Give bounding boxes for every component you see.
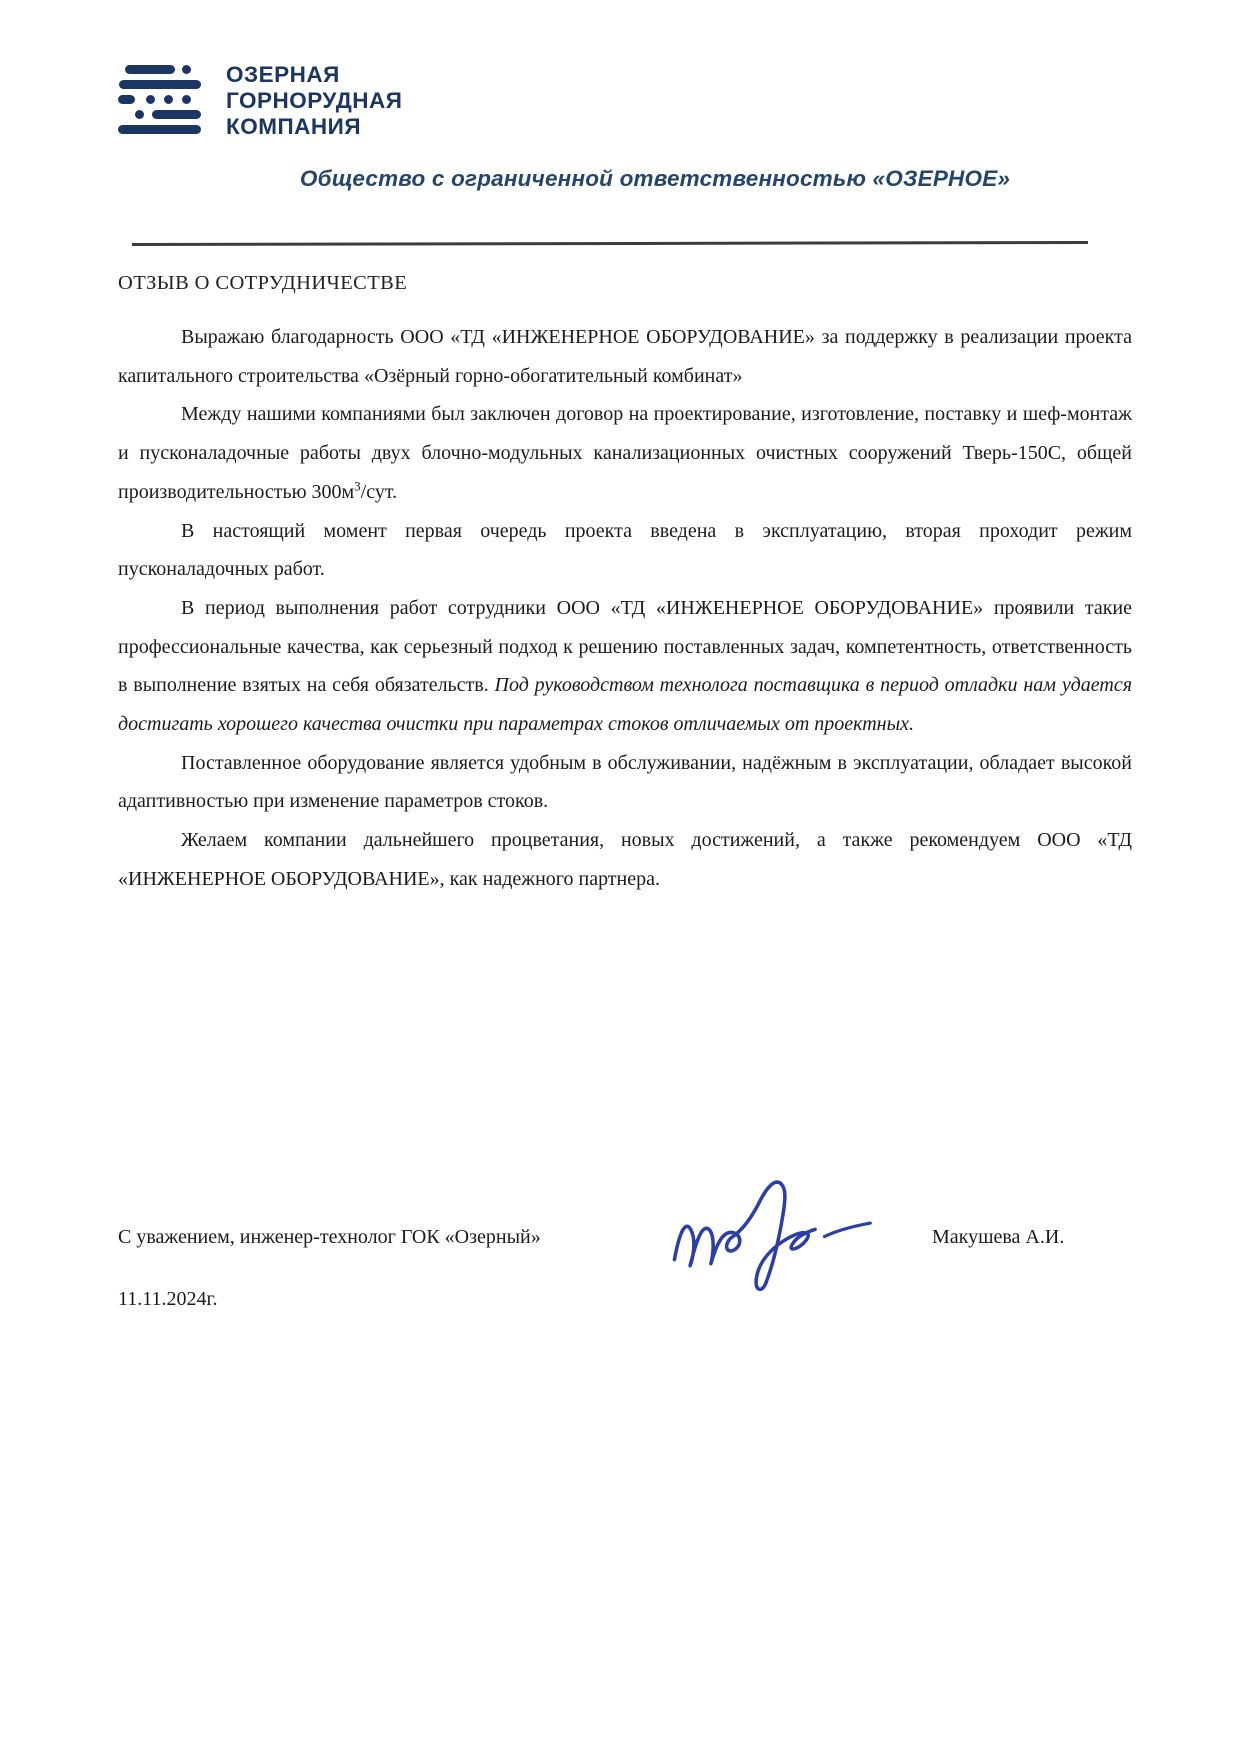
cubic-meter-superscript: 3 [354,478,361,494]
paragraph-4-italic-text: Под руководством технолога поставщика в период отладки нам удается достигать хорошего качества очистки при параметрах стоков отличаемых от проектных. [118,674,1132,736]
paragraph-2-text-end: /сут. [360,480,398,503]
company-logo-wordmark [226,62,402,140]
divider-line [132,241,1088,246]
letter-body [118,318,1132,899]
signature-closing: С уважением, инженер-технолог ГОК «Озерный» [118,1226,541,1248]
paragraph-2 [118,395,1132,511]
signature-date: 11.11.2024г. [118,1288,218,1310]
paragraph-1-text: Выражаю благодарность ООО «ТД «ИНЖЕНЕРНОЕ ОБОРУДОВАНИЕ» за поддержку в реализации проекта капитального строительства «Озёрный горно-обогатительный комбинат» [118,326,1132,387]
paragraph-1 [118,318,1132,395]
paragraph-3 [118,512,1132,589]
paragraph-4-text: В период выполнения работ сотрудники ООО «ТД «ИНЖЕНЕРНОЕ ОБОРУДОВАНИЕ» проявили такие профессиональные качества, как серьезный подход к решению поставленных задач, компетентность, ответственность в выполнение взятых на себя обязательств. [118,596,1132,697]
paragraph-5 [118,744,1132,821]
signature-name: Макушева А.И. [932,1226,1065,1248]
paragraph-6-text: Желаем компании дальнейшего процветания, новых достижений, а также рекомендуем ООО «ТД «ИНЖЕНЕРНОЕ ОБОРУДОВАНИЕ», как надежного партнера. [118,829,1132,890]
logo-line-3: КОМПАНИЯ [226,114,361,139]
company-logo [118,62,402,140]
logo-line-1: ОЗЕРНАЯ [226,62,340,87]
company-logo-icon [118,65,202,137]
paragraph-5-text: Поставленное оборудование является удобным в обслуживании, надёжным в эксплуатации, обладает высокой адаптивностью при изменение параметров стоков. [118,751,1132,813]
paragraph-6 [118,821,1132,898]
paragraph-3-text: В настоящий момент первая очередь проекта введена в эксплуатацию, вторая проходит режим пусконаладочных работ. [118,519,1132,581]
paragraph-2-text: Между нашими компаниями был заключен договор на проектирование, изготовление, поставку и шеф-монтаж и пусконаладочные работы двух блочно-модульных канализационных очистных сооружений Тверь-150С, общей производительностью 300м [118,403,1132,503]
logo-line-2: ГОРНОРУДНАЯ [226,88,403,113]
document-heading: ОТЗЫВ О СОТРУДНИЧЕСТВЕ [118,272,408,294]
letterhead-title: Общество с ограниченной ответственностью «ОЗЕРНОЕ» [299,166,1011,191]
handwritten-signature [668,1172,908,1297]
paragraph-4 [118,589,1132,744]
